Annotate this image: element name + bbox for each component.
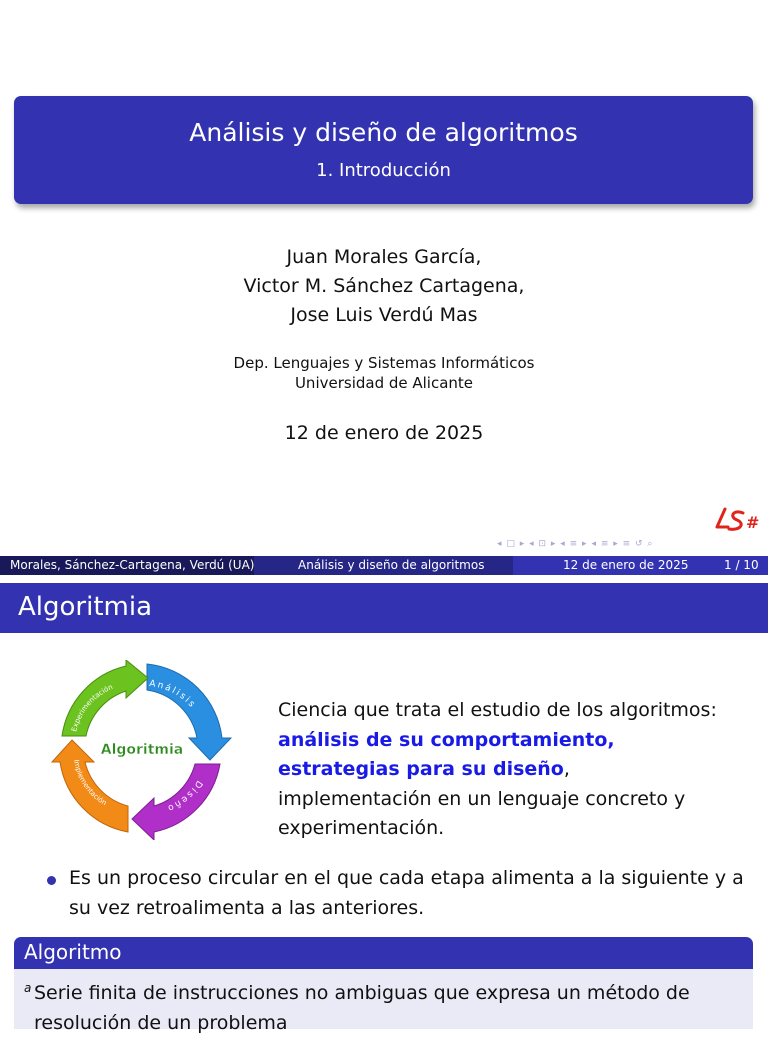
frame-title: Algoritmia <box>18 592 153 622</box>
stage-diseno: Diseño <box>164 778 204 814</box>
presentation-title: Análisis y diseño de algoritmos <box>189 118 578 147</box>
footer-bar <box>0 556 768 575</box>
university: Universidad de Alicante <box>294 374 474 392</box>
bullet-text: Es un proceso circular en el que cada etapa alimenta a la siguiente y a su vez retroalimenta a las anteriores. <box>69 867 744 919</box>
definition-block-header <box>14 937 753 969</box>
definition-text-1: Ciencia que trata el estudio de los algoritmos: <box>278 699 717 721</box>
footer-date: 12 de enero de 2025 <box>563 558 689 572</box>
footer-title: Análisis y diseño de algoritmos <box>298 558 485 572</box>
title-box <box>14 96 753 204</box>
presentation-subtitle: 1. Introducción <box>316 160 451 181</box>
author-1: Juan Morales García, <box>286 246 482 268</box>
authors <box>0 243 768 330</box>
stage-implementacion: Implementación <box>72 759 108 808</box>
stage-analisis: Análisis <box>148 678 198 711</box>
definition-text-2: , implementación en un lenguaje concreto y experimentación. <box>278 758 686 839</box>
department: Dep. Lenguajes y Sistemas Informáticos <box>233 354 535 372</box>
bullet-marker <box>47 876 56 885</box>
author-2: Victor M. Sánchez Cartagena, <box>243 275 525 297</box>
frame-title-bar <box>0 583 768 633</box>
footer-authors: Morales, Sánchez-Cartagena, Verdú (UA) <box>10 558 255 572</box>
algoritmia-cycle-diagram <box>50 660 232 840</box>
definition-block-title: Algoritmo <box>24 940 122 964</box>
footer-authors-section <box>0 556 254 575</box>
algoritmo-definition-text: Serie finita de instrucciones no ambiguas que expresa un método de resolución de un problema <box>34 982 690 1034</box>
beamer-navigation-icons[interactable]: ◂ □ ▸ ◂ ⊡ ▸ ◂ ≡ ▸ ◂ ≡ ▸ ≡ ↺ ⌕ <box>497 539 654 549</box>
definition-block-content <box>24 974 749 1034</box>
institute <box>0 353 768 393</box>
cycle-center-label: Algoritmia <box>100 742 184 758</box>
footnote-marker: a <box>24 981 32 995</box>
algoritmia-definition <box>278 696 728 844</box>
presentation-date: 12 de enero de 2025 <box>284 422 484 444</box>
author-3: Jose Luis Verdú Mas <box>290 304 478 326</box>
dlsi-logo <box>711 505 761 535</box>
definition-emphasis: análisis de su comportamiento, estrategias para su diseño <box>278 728 615 780</box>
logo-hash: # <box>746 513 760 532</box>
definition-block-body <box>14 969 753 1034</box>
footer-title-section <box>254 556 513 575</box>
footer-page-number: 1 / 10 <box>724 558 759 572</box>
footer-date-section <box>513 556 768 575</box>
stage-experimentacion: Experimentación <box>70 682 114 733</box>
